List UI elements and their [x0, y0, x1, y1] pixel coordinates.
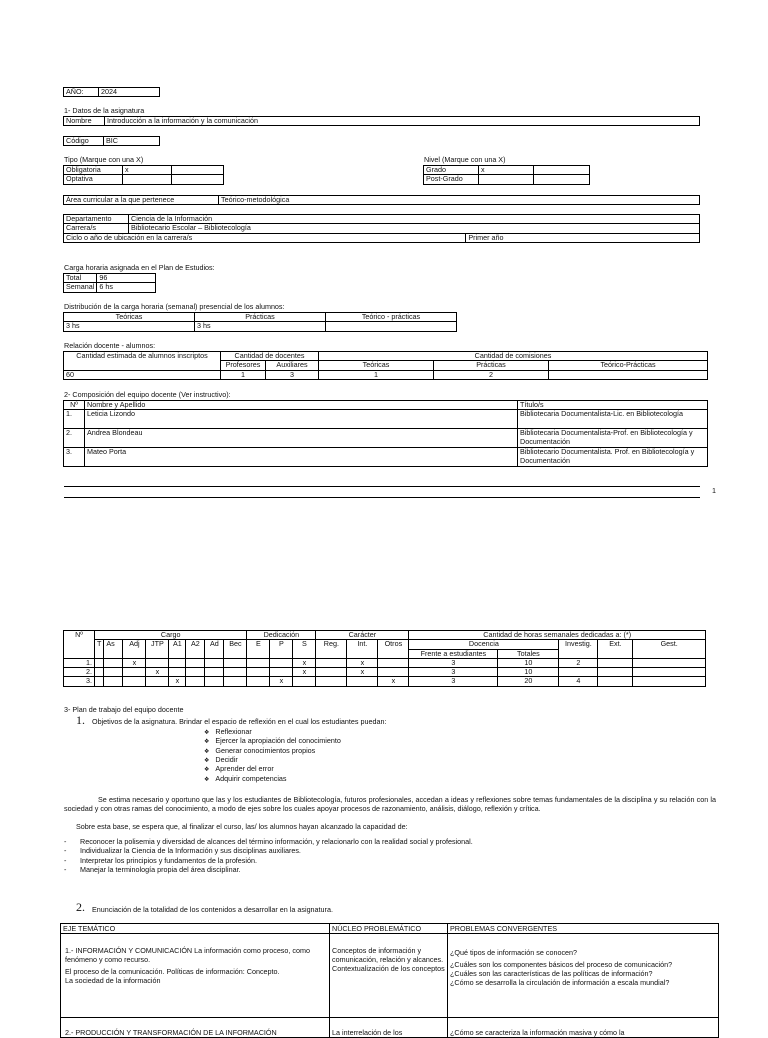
contenidos-table: [60, 923, 719, 1038]
rel-header-profesores: Profesores: [221, 361, 266, 370]
equipo-table: [63, 400, 708, 467]
cargo-cell: [598, 677, 633, 686]
cargo-table: [63, 630, 706, 687]
diamond-bullet-icon: ❖: [204, 776, 210, 783]
equipo-row-n: 3.: [64, 448, 85, 467]
equipo-header-nombre: Nombre y Apellido: [85, 401, 518, 410]
diamond-bullet-icon: ❖: [204, 730, 210, 736]
cargo-cell: [95, 658, 104, 667]
cargo-row: [64, 677, 706, 686]
car-col-header: Reg.: [316, 640, 347, 659]
nombre-value: Introducción a la información y la comunicación: [105, 117, 700, 126]
cargo-cell: [316, 658, 347, 667]
cargo-row-n: 1.: [64, 658, 95, 667]
dist-header-practicas: Prácticas: [195, 313, 326, 322]
objetivo-bullet-text: Generar conocimientos propios: [215, 745, 316, 755]
ded-col-header: P: [270, 640, 293, 659]
year-table: [63, 87, 160, 97]
capacidad-item: [64, 847, 301, 855]
rel-value-practicas: 2: [434, 370, 549, 379]
carga-title: Carga horaria asignada en el Plan de Estudios:: [64, 263, 215, 272]
codigo-value: BIC: [104, 137, 160, 146]
capacidad-item-text: Individualizar la Ciencia de la Información y sus disciplinas auxiliares.: [80, 846, 301, 856]
eje-line: 1.- INFORMACIÓN Y COMUNICACIÓN La información como proceso, como fenómeno y como recurso.: [65, 946, 310, 964]
contenidos-text: Enunciación de la totalidad de los contenidos a desarrollar en la asignatura.: [92, 905, 333, 914]
nivel-grado-label: Grado: [424, 166, 479, 175]
tipo-optativa-mark: [123, 175, 172, 184]
carga-total-value: 96: [97, 274, 156, 283]
capacidad-item-text: Interpretar los principios y fundamentos de la profesión.: [80, 855, 257, 865]
cargo-cell: x: [293, 658, 316, 667]
cargo-header-frente: Frente a estudiantes: [409, 649, 498, 658]
rel-value-teorico-practicas: [549, 370, 708, 379]
equipo-row-name: Andrea Blondeau: [85, 429, 518, 448]
area-value: Teórico-metodológica: [219, 196, 700, 205]
tipo-title: Tipo (Marque con una X): [64, 155, 144, 164]
tipo-optativa-label: Optativa: [64, 175, 123, 184]
cargo-col-header: A1: [169, 640, 186, 659]
cargo-cell: [224, 658, 247, 667]
rel-header-teoricas: Teóricas: [319, 361, 434, 370]
equipo-header-titulo: Título/s: [518, 401, 708, 410]
rel-header-teorico-practicas: Teórico-Prácticas: [549, 361, 708, 370]
cargo-row-n: 3.: [64, 677, 95, 686]
cargo-cell: [104, 668, 123, 677]
car-col-header: Otros: [378, 640, 409, 659]
cargo-cell: x: [378, 677, 409, 686]
cargo-col-header: Bec: [224, 640, 247, 659]
carga-semanal-label: Semanal: [64, 283, 97, 292]
diamond-bullet-icon: ❖: [204, 748, 210, 755]
contenidos-nucleo-cell: Conceptos de información y comunicación, relación y alcances. Contextualización de los conceptos: [330, 934, 448, 1018]
carrera-value: Bibliotecario Escolar – Bibliotecología: [129, 224, 700, 233]
cargo-cell: [205, 668, 224, 677]
capacidad-item-text: Manejar la terminología propia del área disciplinar.: [80, 864, 241, 874]
cargo-cell: [186, 677, 205, 686]
cargo-header-gest: Gest.: [633, 640, 706, 659]
rel-value-profesores: 1: [221, 370, 266, 379]
equipo-row-title: Bibliotecaria Documentalista-Lic. en Bibliotecología: [518, 410, 708, 429]
nombre-label: Nombre: [64, 117, 105, 126]
cargo-cell: [186, 658, 205, 667]
rel-value-alumnos: 60: [64, 370, 221, 379]
nivel-postgrado-label: Post-Grado: [424, 175, 479, 184]
cargo-cell: [146, 677, 169, 686]
rel-header-alumnos: Cantidad estimada de alumnos inscriptos: [64, 352, 221, 371]
dist-value-teoricas: 3 hs: [64, 322, 195, 331]
cargo-cell: [247, 677, 270, 686]
cargo-cell: 3: [409, 658, 498, 667]
nombre-table: [63, 116, 700, 126]
cargo-cell: [598, 668, 633, 677]
cargo-cell: [633, 668, 706, 677]
cargo-row: [64, 658, 706, 667]
cargo-cell: [104, 658, 123, 667]
nivel-grado-mark: x: [479, 166, 534, 175]
cargo-cell: [598, 658, 633, 667]
cargo-cell: [186, 668, 205, 677]
year-label: AÑO:: [64, 88, 99, 97]
nivel-title: Nivel (Marque con una X): [424, 155, 506, 164]
cargo-header-dedicacion: Dedicación: [247, 631, 316, 640]
cargo-cell: 20: [498, 677, 559, 686]
cargo-header-n: Nº: [64, 631, 95, 659]
section-1-title: 1- Datos de la asignatura: [64, 106, 145, 115]
cargo-cell: x: [123, 658, 146, 667]
problema-line: ¿Cómo se desarrolla la circulación de información a escala mundial?: [450, 978, 670, 987]
rel-header-practicas: Prácticas: [434, 361, 549, 370]
car-col-header: Int.: [347, 640, 378, 659]
codigo-label: Código: [64, 137, 104, 146]
carga-table: [63, 273, 156, 293]
cargo-cell: [205, 658, 224, 667]
problema-line: ¿Cuáles son las características de las políticas de información?: [450, 969, 653, 978]
contenidos-eje-cell: [61, 934, 330, 1018]
capacidad-item: [64, 838, 473, 846]
cargo-cell: [633, 658, 706, 667]
rel-value-auxiliares: 3: [266, 370, 319, 379]
year-value: 2024: [99, 88, 160, 97]
tipo-table: [63, 165, 224, 185]
dist-title: Distribución de la carga horaria (semanal) presencial de los alumnos:: [64, 302, 285, 311]
eje-line: La sociedad de la información: [65, 976, 161, 985]
depto-table: [63, 214, 700, 243]
section-3-title: 3- Plan de trabajo del equipo docente: [64, 705, 184, 714]
cargo-row-n: 2.: [64, 668, 95, 677]
dist-table: [63, 312, 457, 332]
equipo-row-title: Bibliotecario Documentalista. Prof. en Bibliotecología y Documentación: [518, 448, 708, 467]
cargo-cell: [633, 677, 706, 686]
carga-semanal-value: 6 hs: [97, 283, 156, 292]
cargo-col-header: Ad: [205, 640, 224, 659]
objetivo-bullet-text: Adquirir competencias: [215, 773, 287, 783]
cargo-cell: [123, 668, 146, 677]
cargo-header-investig: Investig.: [559, 640, 598, 659]
cargo-col-header: T: [95, 640, 104, 659]
justificacion-paragraph: Se estima necesario y oportuno que las y los estudiantes de Bibliotecología, futuros profesionales, accedan a ideas y reflexiones sobre temas fundamentales de la disciplina y su relación con la sociedad y con otras ramas del conocimiento, a modo de ejes sobre los cuales apoyar procesos de razonamiento, análisis, diálogo, reflexión y crítica.: [64, 795, 716, 813]
capacidad-item: [64, 857, 257, 865]
cargo-row: [64, 668, 706, 677]
depto-label: Departamento: [64, 215, 129, 224]
cargo-cell: [169, 658, 186, 667]
cargo-cell: [247, 668, 270, 677]
ciclo-value: Primer año: [466, 233, 700, 242]
ded-col-header: E: [247, 640, 270, 659]
cargo-cell: x: [347, 658, 378, 667]
cargo-cell: [270, 658, 293, 667]
capacidad-paragraph: Sobre esta base, se espera que, al finalizar el curso, las/ los alumnos hayan alcanzado la capacidad de:: [76, 822, 408, 831]
nivel-table: [423, 165, 590, 185]
cargo-cell: x: [146, 668, 169, 677]
cargo-cell: [316, 677, 347, 686]
rel-title: Relación docente - alumnos:: [64, 341, 156, 350]
dash-bullet-icon: -: [64, 864, 67, 874]
carga-total-label: Total: [64, 274, 97, 283]
cargo-col-header: As: [104, 640, 123, 659]
dist-header-teoricas: Teóricas: [64, 313, 195, 322]
dist-value-practicas: 3 hs: [195, 322, 326, 331]
diamond-bullet-icon: ❖: [204, 757, 210, 764]
dist-value-teorico-practicas: [326, 322, 457, 331]
equipo-row-name: Mateo Porta: [85, 448, 518, 467]
ded-col-header: S: [293, 640, 316, 659]
problema-line: ¿Cuáles son los componentes básicos del proceso de comunicación?: [450, 960, 673, 969]
page-number: 1: [712, 486, 716, 495]
objetivo-bullet-text: Aprender del error: [215, 764, 274, 774]
nivel-postgrado-mark: [479, 175, 534, 184]
cargo-cell: x: [169, 677, 186, 686]
capacidad-item: [64, 866, 241, 874]
cargo-cell: 3: [409, 677, 498, 686]
cargo-cell: 3: [409, 668, 498, 677]
cargo-header-horas: Cantidad de horas semanales dedicadas a: (*): [409, 631, 706, 640]
equipo-row-name: Leticia Lizondo: [85, 410, 518, 429]
objetivos-text: Objetivos de la asignatura. Brindar el espacio de reflexión en el cual los estudiantes puedan:: [92, 717, 387, 726]
problema-line: ¿Qué tipos de información se conocen?: [450, 948, 578, 957]
contenidos-problemas-cell: ¿Cómo se caracteriza la información masiva y cómo la: [448, 1018, 719, 1038]
objetivo-bullet-text: Reflexionar: [215, 727, 252, 736]
cargo-header-cargo: Cargo: [95, 631, 247, 640]
cargo-cell: [316, 668, 347, 677]
dash-bullet-icon: -: [64, 855, 67, 865]
equipo-row-title: Bibliotecaria Documentalista-Prof. en Bibliotecología y Documentación: [518, 429, 708, 448]
cargo-cell: [378, 658, 409, 667]
diamond-bullet-icon: ❖: [204, 739, 210, 746]
objetivo-bullet: [204, 775, 287, 784]
dist-header-teorico-practicas: Teórico - prácticas: [326, 313, 457, 322]
cargo-header-ext: Ext.: [598, 640, 633, 659]
cargo-cell: [224, 677, 247, 686]
contenidos-nucleo-cell: La interrelación de los: [330, 1018, 448, 1038]
divider-line: [64, 486, 700, 487]
tipo-obligatoria-label: Obligatoria: [64, 166, 123, 175]
divider-line: [64, 497, 700, 498]
capacidad-item-text: Reconocer la polisemia y diversidad de alcances del término información, y relacionarlo con la realidad social y profesional.: [80, 837, 473, 846]
cargo-cell: [95, 668, 104, 677]
eje-line: El proceso de la comunicación. Políticas de información: Concepto.: [65, 967, 280, 976]
cargo-header-totales: Totales: [498, 649, 559, 658]
tipo-extra-cell: [172, 175, 224, 184]
area-table: [63, 195, 700, 205]
contenidos-eje-cell: 2.- PRODUCCIÓN Y TRANSFORMACIÓN DE LA INFORMACIÓN: [61, 1018, 330, 1038]
objetivo-bullet-text: Ejercer la apropiación del conocimiento: [215, 736, 341, 746]
cargo-col-header: Adj: [123, 640, 146, 659]
rel-value-teoricas: 1: [319, 370, 434, 379]
contenidos-header-problemas: PROBLEMAS CONVERGENTES: [448, 924, 719, 934]
dash-bullet-icon: -: [64, 837, 67, 846]
diamond-bullet-icon: ❖: [204, 767, 210, 774]
cargo-cell: [123, 677, 146, 686]
contenidos-problemas-cell: [448, 934, 719, 1018]
cargo-col-header: A2: [186, 640, 205, 659]
area-label: Área curricular a la que pertenece: [64, 196, 219, 205]
tipo-extra-cell: [172, 166, 224, 175]
cargo-header-caracter: Carácter: [316, 631, 409, 640]
item-2-number: 2.: [76, 900, 85, 914]
rel-header-docentes: Cantidad de docentes: [221, 352, 319, 361]
contenidos-header-nucleo: NÚCLEO PROBLEMÁTICO: [330, 924, 448, 934]
cargo-cell: [104, 677, 123, 686]
cargo-cell: [95, 677, 104, 686]
cargo-col-header: JTP: [146, 640, 169, 659]
depto-value: Ciencia de la Información: [129, 215, 700, 224]
cargo-cell: [224, 668, 247, 677]
equipo-row-n: 2.: [64, 429, 85, 448]
cargo-cell: [347, 677, 378, 686]
cargo-cell: 10: [498, 658, 559, 667]
cargo-cell: 2: [559, 658, 598, 667]
objetivo-bullet-text: Decidir: [215, 754, 238, 764]
item-1-number: 1.: [76, 713, 85, 727]
cargo-cell: x: [270, 677, 293, 686]
nivel-extra-cell: [534, 166, 590, 175]
cargo-cell: x: [293, 668, 316, 677]
section-2-title: 2- Composición del equipo docente (Ver instructivo):: [64, 390, 231, 399]
cargo-cell: [293, 677, 316, 686]
codigo-table: [63, 136, 160, 146]
rel-header-auxiliares: Auxiliares: [266, 361, 319, 370]
equipo-header-n: Nº: [64, 401, 85, 410]
carrera-label: Carrera/s: [64, 224, 129, 233]
cargo-cell: 4: [559, 677, 598, 686]
cargo-cell: [205, 677, 224, 686]
tipo-obligatoria-mark: x: [123, 166, 172, 175]
cargo-cell: 10: [498, 668, 559, 677]
rel-header-comisiones: Cantidad de comisiones: [319, 352, 708, 361]
cargo-cell: x: [347, 668, 378, 677]
contenidos-header-eje: EJE TEMÁTICO: [61, 924, 330, 934]
rel-table: [63, 351, 708, 380]
ciclo-label: Ciclo o año de ubicación en la carrera/s: [64, 233, 466, 242]
dash-bullet-icon: -: [64, 846, 67, 856]
cargo-cell: [247, 658, 270, 667]
equipo-row-n: 1.: [64, 410, 85, 429]
nivel-extra-cell: [534, 175, 590, 184]
cargo-header-docencia: Docencia: [409, 640, 559, 649]
